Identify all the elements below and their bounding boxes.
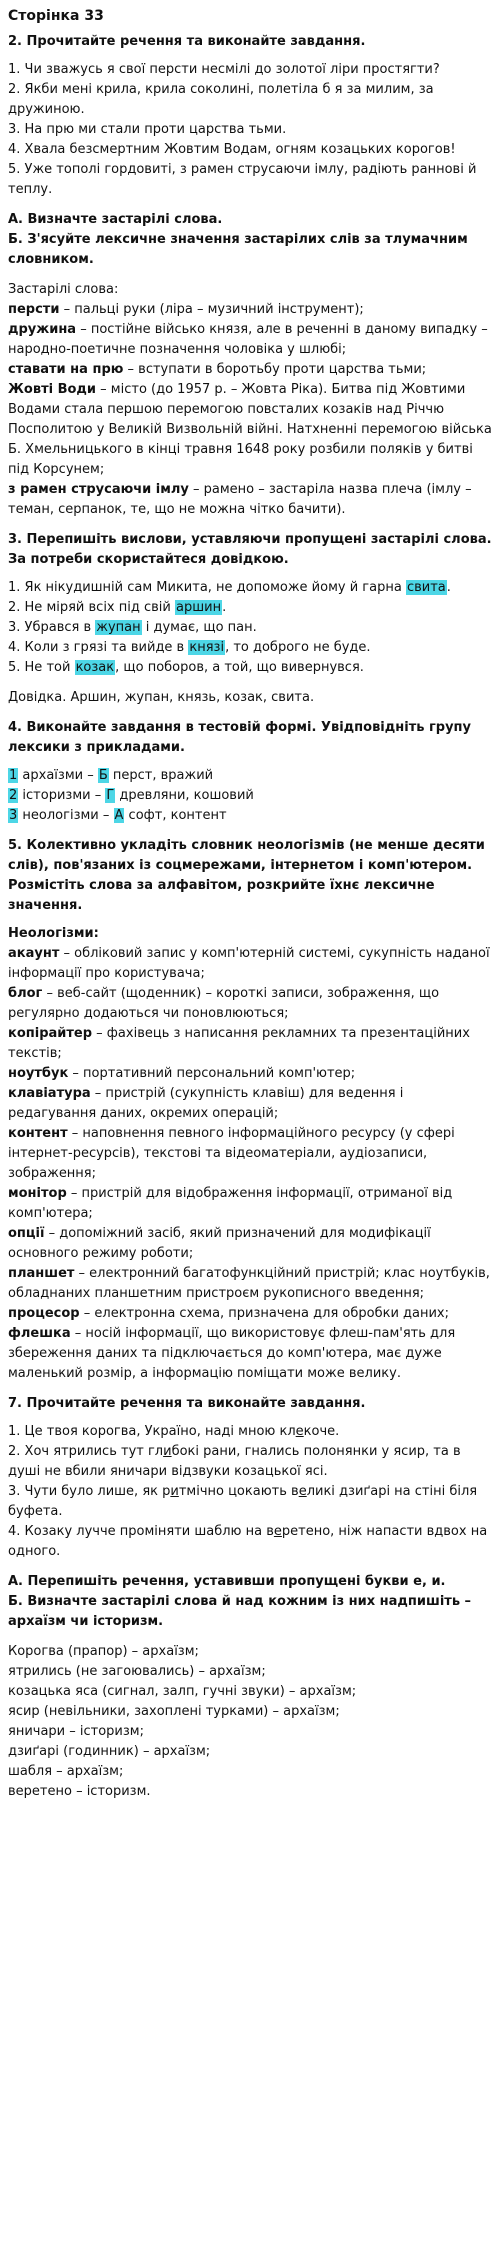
- section-5-heading: 5. Колективно укладіть словник неологізмів (не менше десяти слів), пов'язаних із соцмережами, інтернетом і комп'ютером. Розмістіть слова за алфавітом, розкрийте їхнє лексичне значення.: [8, 838, 485, 913]
- definition: – вступати в боротьбу проти царства тьми;: [123, 362, 427, 377]
- text: , що поборов, а той, що вивернувся.: [115, 660, 364, 675]
- section-7: [8, 1394, 492, 1802]
- sentence: 3. На прю ми стали проти царства тьми.: [8, 122, 287, 137]
- match-letter: Б: [98, 768, 108, 783]
- sentence: 4. Хвала безсмертним Жовтим Водам, огням козацьких корогов!: [8, 142, 456, 157]
- saying-line: [8, 598, 492, 618]
- definition: – пристрій (сукупність клавіш) для ведення і редагування даних, окремих операцій;: [8, 1086, 404, 1121]
- term: Жовті Води: [8, 382, 97, 397]
- text: 1. Як нікудишній сам Микита, не допоможе йому й гарна: [8, 580, 406, 595]
- term: процесор: [8, 1306, 80, 1321]
- text: .: [222, 600, 227, 615]
- neologism-item: [8, 984, 492, 1024]
- match-row: [8, 766, 492, 786]
- highlighted-word: жупан: [96, 620, 141, 635]
- text: 1. Це твоя корогва, Україно, наді мною кл: [8, 1424, 296, 1439]
- text: ликі дзиґарі на стіні біля буфета.: [8, 1484, 478, 1519]
- answer-line: Корогва (прапор) – архаїзм;: [8, 1644, 199, 1659]
- neologism-item: [8, 1024, 492, 1064]
- text: коче.: [303, 1424, 340, 1439]
- term: монітор: [8, 1186, 67, 1201]
- text: тмічно цокають в: [178, 1484, 299, 1499]
- definition: – електронний багатофункційний пристрій; клас ноутбуків, обладнаних планшетним пристроєм рукописного введення;: [8, 1266, 490, 1301]
- section-5: [8, 836, 492, 1384]
- term: ноутбук: [8, 1066, 69, 1081]
- group-name: неологізми –: [18, 808, 114, 823]
- term: дружина: [8, 322, 77, 337]
- text: , то доброго не буде.: [225, 640, 371, 655]
- answer-line: ятрились (не загоювались) – архаїзм;: [8, 1664, 266, 1679]
- section-3-heading: 3. Перепишіть вислови, уставляючи пропущені застарілі слова. За потреби скористайтеся довідкою.: [8, 532, 492, 567]
- answer-item: [8, 300, 492, 320]
- answer-item: [8, 380, 492, 480]
- group-name: архаїзми –: [18, 768, 98, 783]
- section-3: [8, 530, 492, 708]
- inserted-letter: е: [298, 1484, 307, 1499]
- neologism-item: [8, 1304, 492, 1324]
- answer-item: [8, 320, 492, 360]
- section-4: [8, 718, 492, 826]
- definition: – електронна схема, призначена для обробки даних;: [79, 1306, 450, 1321]
- sentence: [8, 1522, 492, 1562]
- definition: – наповнення певного інформаційного ресурсу (у сфері інтернет-ресурсів), текстові та відеоматеріали, аудіозаписи, зображення;: [8, 1126, 455, 1181]
- examples: софт, контент: [124, 808, 227, 823]
- section-4-heading: 4. Виконайте завдання в тестовій формі. Увідповідніть групу лексики з прикладами.: [8, 720, 472, 755]
- sentence: 2. Якби мені крила, крила соколині, полетіла б я за милим, за дружиною.: [8, 82, 434, 117]
- sentence: [8, 1482, 492, 1522]
- match-number: 2: [9, 788, 18, 803]
- definition: – носій інформації, що використовує флеш-пам'ять для збереження даних та підключається до комп'ютера, має дуже маленький розмір, а інформацію поміщати може велику.: [8, 1326, 456, 1381]
- definition: – обліковий запис у комп'ютерній системі, сукупність наданої інформації про користувача;: [8, 946, 490, 981]
- inserted-letter: е: [295, 1424, 304, 1439]
- match-letter: Г: [106, 788, 115, 803]
- task-b: Б. Визначте застарілі слова й над кожним із них надпишіть – архаїзм чи історизм.: [8, 1594, 472, 1629]
- section-2: [8, 32, 492, 520]
- text: 3. Убрався в: [8, 620, 96, 635]
- text: 4. Козаку лучче проміняти шаблю на в: [8, 1524, 274, 1539]
- neologism-item: [8, 1184, 492, 1224]
- highlighted-word: козак: [75, 660, 115, 675]
- task-a: А. Перепишіть речення, уставивши пропущені букви е, и.: [8, 1574, 446, 1589]
- inserted-letter: е: [273, 1524, 282, 1539]
- neologisms-label: Неологізми:: [8, 926, 99, 941]
- examples: древляни, кошовий: [115, 788, 254, 803]
- match-letter: А: [114, 808, 124, 823]
- definition: – пальці руки (ліра – музичний інструмент);: [59, 302, 364, 317]
- text: бокі рани, гнались полонянки у ясир, та в душі не вбили яничари відзвуки козацької ясі.: [8, 1444, 461, 1479]
- definition: – веб-сайт (щоденник) – короткі записи, зображення, що регулярно додаються чи поновлюються;: [8, 986, 440, 1021]
- answer-item: [8, 360, 492, 380]
- match-row: [8, 786, 492, 806]
- neologism-item: [8, 1324, 492, 1384]
- term: з рамен струсаючи імлу: [8, 482, 189, 497]
- neologism-item: [8, 1084, 492, 1124]
- saying-line: [8, 578, 492, 598]
- text: 2. Не міряй всіх під свій: [8, 600, 175, 615]
- inserted-letter: и: [170, 1484, 179, 1499]
- page-title: Сторінка 33: [8, 8, 104, 24]
- text: ретено, ніж напасти вдвох на одного.: [8, 1524, 488, 1559]
- text: 2. Хоч ятрились тут гл: [8, 1444, 164, 1459]
- highlighted-word: князі: [189, 640, 225, 655]
- text: і думає, що пан.: [141, 620, 257, 635]
- answer-line: козацька яса (сигнал, залп, гучні звуки) – архаїзм;: [8, 1684, 357, 1699]
- examples: перст, вражий: [108, 768, 214, 783]
- sentence: [8, 1442, 492, 1482]
- saying-line: [8, 618, 492, 638]
- sentence: 1. Чи зважусь я свої персти несмілі до золотої ліри простягти?: [8, 62, 440, 77]
- neologism-item: [8, 1264, 492, 1304]
- match-number: 3: [9, 808, 18, 823]
- task-a: А. Визначте застарілі слова.: [8, 212, 223, 227]
- task-b: Б. З'ясуйте лексичне значення застарілих слів за тлумачним словником.: [8, 232, 468, 267]
- highlighted-word: аршин: [176, 600, 222, 615]
- definition: – портативний персональний комп'ютер;: [68, 1066, 356, 1081]
- term: ставати на прю: [8, 362, 124, 377]
- answer-item: [8, 480, 492, 520]
- definition: – постійне військо князя, але в реченні в даному випадку – народно-поетичне позначення чоловіка у шлюбі;: [8, 322, 488, 357]
- saying-line: [8, 638, 492, 658]
- term: акаунт: [8, 946, 60, 961]
- term: опції: [8, 1226, 45, 1241]
- definition: – допоміжний засіб, який призначений для модифікації основного режиму роботи;: [8, 1226, 431, 1261]
- definition: – місто (до 1957 р. – Жовта Ріка). Битва під Жовтими Водами стала першою перемогою повсталих козаків над Річчю Посполитою у Великій Визвольній війні. Натхненні перемогою війська Б. Хмельницького в кінці травня 1648 року розбили поляків у битві під Корсунем;: [8, 382, 492, 477]
- highlighted-word: свита: [406, 580, 446, 595]
- inserted-letter: и: [163, 1444, 172, 1459]
- text: .: [446, 580, 451, 595]
- neologism-item: [8, 1224, 492, 1264]
- group-name: історизми –: [18, 788, 106, 803]
- section-2-sentences: [8, 60, 492, 200]
- sentence: [8, 1422, 492, 1442]
- match-number: 1: [9, 768, 18, 783]
- answer-line: веретено – історизм.: [8, 1784, 151, 1799]
- answer-line: ясир (невільники, захоплені турками) – архаїзм;: [8, 1704, 340, 1719]
- definition: – фахівець з написання рекламних та презентаційних текстів;: [8, 1026, 470, 1061]
- text: 3. Чути було лише, як р: [8, 1484, 171, 1499]
- definition: – пристрій для відображення інформації, отриманої від комп'ютера;: [8, 1186, 453, 1221]
- term: блог: [8, 986, 43, 1001]
- definition: – рамено – застаріла назва плеча (імлу – теман, серпанок, те, що не можна чітко бачити).: [8, 482, 472, 517]
- term: планшет: [8, 1266, 75, 1281]
- term: флешка: [8, 1326, 71, 1341]
- sentence: 5. Уже тополі гордовиті, з рамен струсаючи імлу, радіють раннові й теплу.: [8, 162, 477, 197]
- answer-line: дзиґарі (годинник) – архаїзм;: [8, 1744, 211, 1759]
- match-row: [8, 806, 492, 826]
- answer-line: шабля – архаїзм;: [8, 1764, 124, 1779]
- section-7-heading: 7. Прочитайте речення та виконайте завдання.: [8, 1396, 366, 1411]
- text: 5. Не той: [8, 660, 75, 675]
- term: персти: [8, 302, 60, 317]
- answer-line: яничари – історизм;: [8, 1724, 144, 1739]
- reference-note: Довідка. Аршин, жупан, князь, козак, свита.: [8, 690, 315, 705]
- neologism-item: [8, 944, 492, 984]
- term: копірайтер: [8, 1026, 93, 1041]
- neologism-item: [8, 1124, 492, 1184]
- saying-line: [8, 658, 492, 678]
- answers-label: Застарілі слова:: [8, 282, 119, 297]
- term: контент: [8, 1126, 68, 1141]
- neologism-item: [8, 1064, 492, 1084]
- section-2-heading: 2. Прочитайте речення та виконайте завдання.: [8, 34, 366, 49]
- section-7-sentences: [8, 1422, 492, 1562]
- term: клавіатура: [8, 1086, 91, 1101]
- text: 4. Коли з грязі та вийде в: [8, 640, 189, 655]
